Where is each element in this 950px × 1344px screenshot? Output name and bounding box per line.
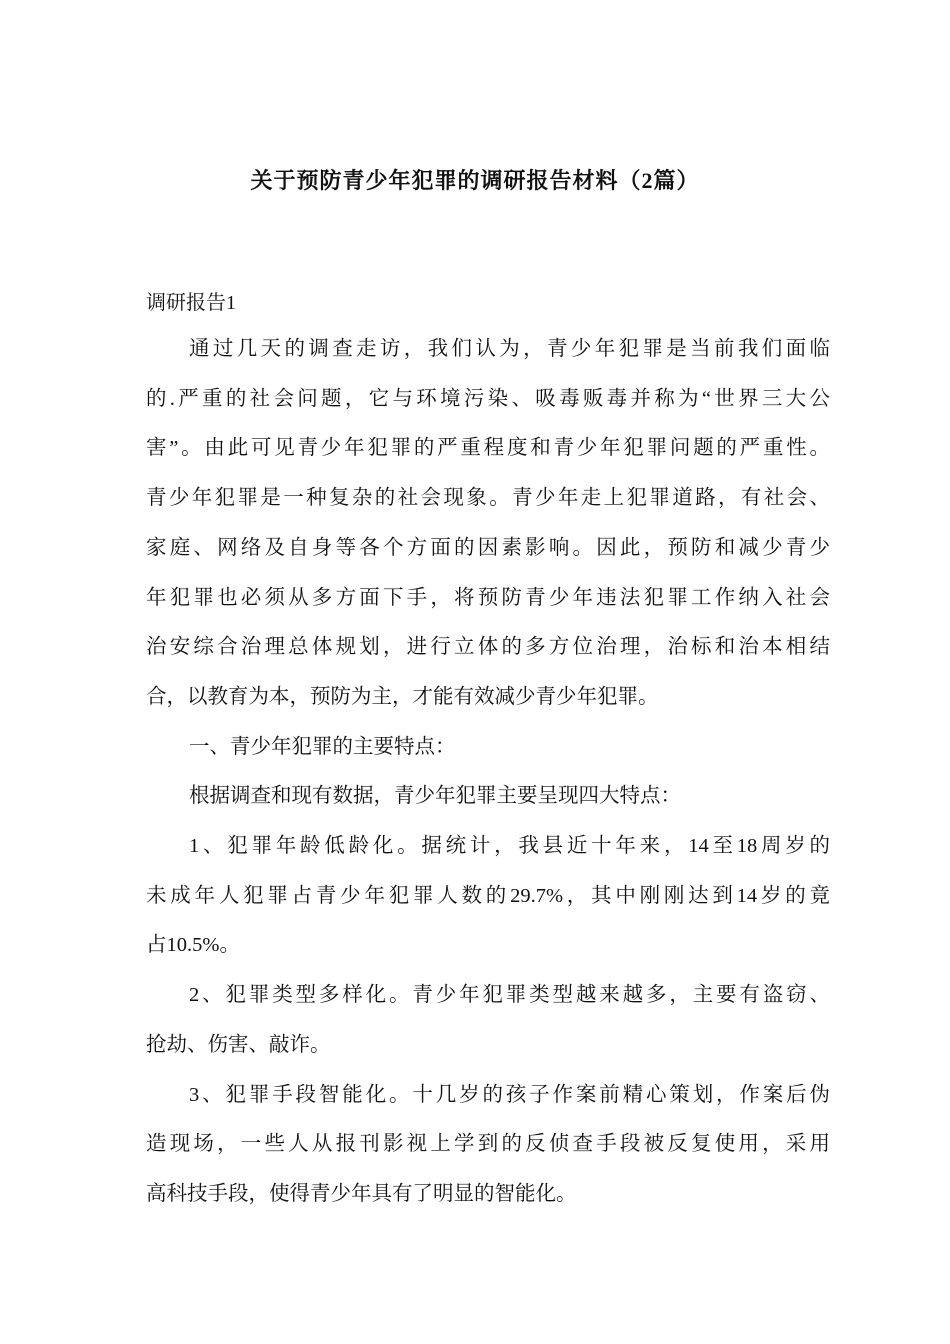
paragraph-1-line: 的.严重的社会问题，它与环境污染、吸毒贩毒并称为“世界三大公 — [146, 387, 830, 410]
paragraph-6-line: 造现场，一些人从报刊影视上学到的反侦查手段被反复使用，采用 — [146, 1133, 830, 1156]
paragraph-1-line: 青少年犯罪是一种复杂的社会现象。青少年走上犯罪道路，有社会、 — [146, 487, 830, 510]
paragraph-4-line: 1、犯罪年龄低龄化。据统计，我县近十年来，14至18周岁的 — [189, 835, 830, 857]
paragraph-4-line: 未成年人犯罪占青少年犯罪人数的29.7%，其中刚刚达到14岁的竟 — [146, 884, 830, 907]
paragraph-1-line: 通过几天的调查走访，我们认为，青少年犯罪是当前我们面临 — [189, 338, 830, 360]
paragraph-1-line: 治安综合治理总体规划，进行立体的多方位治理，治标和治本相结 — [146, 636, 830, 659]
paragraph-1-line: 合，以教育为本，预防为主，才能有效减少青少年犯罪。 — [146, 685, 659, 708]
paragraph-6-line: 3、犯罪手段智能化。十几岁的孩子作案前精心策划，作案后伪 — [189, 1083, 830, 1106]
paragraph-5-line: 2、犯罪类型多样化。青少年犯罪类型越来越多，主要有盗窃、 — [189, 984, 830, 1007]
paragraph-2-line: 一、青少年犯罪的主要特点： — [189, 735, 456, 758]
paragraph-1-line: 家庭、网络及自身等各个方面的因素影响。因此，预防和减少青少 — [146, 536, 830, 559]
paragraph-1-line: 害”。由此可见青少年犯罪的严重程度和青少年犯罪问题的严重性。 — [146, 437, 830, 460]
paragraph-6-line: 高科技手段，使得青少年具有了明显的智能化。 — [146, 1182, 577, 1205]
paragraph-1-line: 年犯罪也必须从多方面下手，将预防青少年违法犯罪工作纳入社会 — [146, 586, 830, 609]
section-heading: 调研报告1 — [146, 292, 236, 314]
document-title: 关于预防青少年犯罪的调研报告材料（2篇） — [250, 168, 700, 193]
paragraph-3-line: 根据调查和现有数据，青少年犯罪主要呈现四大特点： — [189, 785, 681, 808]
paragraph-4-line: 占10.5%。 — [146, 934, 240, 957]
paragraph-5-line: 抢劫、伤害、敲诈。 — [146, 1033, 331, 1056]
